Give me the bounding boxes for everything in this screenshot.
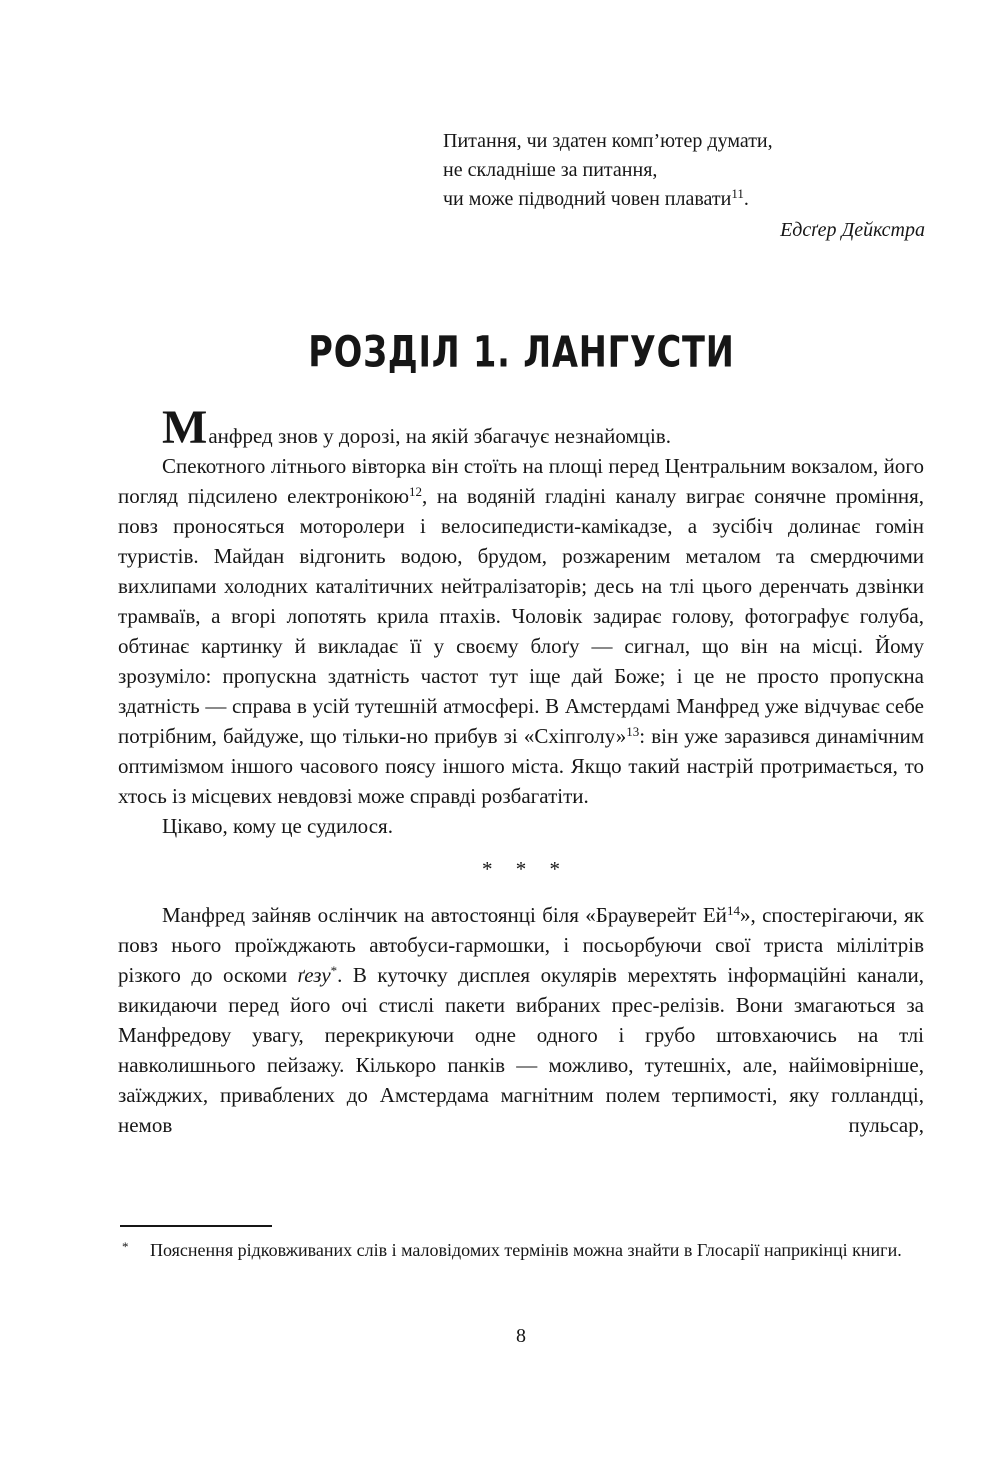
paragraph: Спекотного літнього вівторка він стоїть на площі перед Центральним вокзалом, його погляд підсилено електронікою$^{12}$, на водяній гладіні каналу виграє сонячне проміння, повз проносяться моторолери і велосипедисти-камікадзе, а зусібіч долинає гомін туристів. Майдан відгонить водою, брудом, розжареним металом та смердючими вихлипами холодних каталітичних нейтралізаторів; десь на тлі цього деренчать дзвінки трамваїв, а вгорі лопотять крила птахів. Чоловік задирає голову, фотографує голуба, обтинає картинку й викладає її у своєму блоґу — сигнал, що він на місці. Йому зрозуміло: пропускна здатність частот тут іще дай Боже; і це не просто пропускна здатність — справа в усій тутешній атмосфері. В Амстердамі Манфред уже відчуває себе потрібним, байдуже, що тільки-но прибув зі «Схіпголу»$^{13}$: він уже заразився динамічним оптимізмом іншого часового поясу іншого міста. Якщо такий настрій протримається, то хтось із місцевих невдовзі може справді розбагатіти. xyxy=(118,454,925,808)
footnote-rule xyxy=(120,1225,272,1227)
body-text xyxy=(118,401,925,1140)
footnote xyxy=(120,1225,924,1264)
chapter-title xyxy=(118,326,924,377)
footnote-text: Пояснення рідковживаних слів і маловідомих термінів можна знайти в Глосарії наприкінці книги. xyxy=(150,1240,902,1260)
paragraph: Манфред зайняв ослінчик на автостоянці біля «Брауверейт $Ей^{14}$», спостерігаючи, як повз нього проїжджають автобуси-гармошки, і посьорбуючи свої триста мілілітрів різкого до оскоми ґезу*. В куточку дисплея окулярів мерехтять інформаційні канали, викидаючи перед його очі стислі пакети вибраних прес-релізів. Вони змагаються за Манфредову увагу, перекрикуючи одне одного і грубо штовхаючись на тлі навколишнього пейзажу. Кількоро панків — можливо, тутешніх, але, найімовірніше, заїжджих, приваблених до Амстердама магнітним полем терпимості, яку голландці, немов пульсар, xyxy=(118,903,925,1137)
page-number: 8 xyxy=(516,1325,526,1347)
epigraph-line: чи може підводний човен плавати$^{11}$. xyxy=(443,186,749,210)
footnote-marker: * xyxy=(122,1239,129,1254)
paragraph: Цікаво, кому це судилося. xyxy=(162,814,393,838)
footnote-body xyxy=(120,1236,924,1264)
paragraph-opening: Манфред знов у дорозі, на якій збагачує незнайомців. xyxy=(162,401,671,454)
chapter-title-text: РОЗДІЛ 1. ЛАНГУСТИ xyxy=(307,326,735,377)
epigraph-attribution: Едсґер Дейкстра xyxy=(780,219,925,241)
epigraph-line: не складніше за питання, xyxy=(443,159,658,181)
epigraph xyxy=(443,127,925,245)
section-separator: * * * xyxy=(482,857,560,881)
epigraph-line: Питання, чи здатен комп’ютер думати, xyxy=(443,130,773,152)
